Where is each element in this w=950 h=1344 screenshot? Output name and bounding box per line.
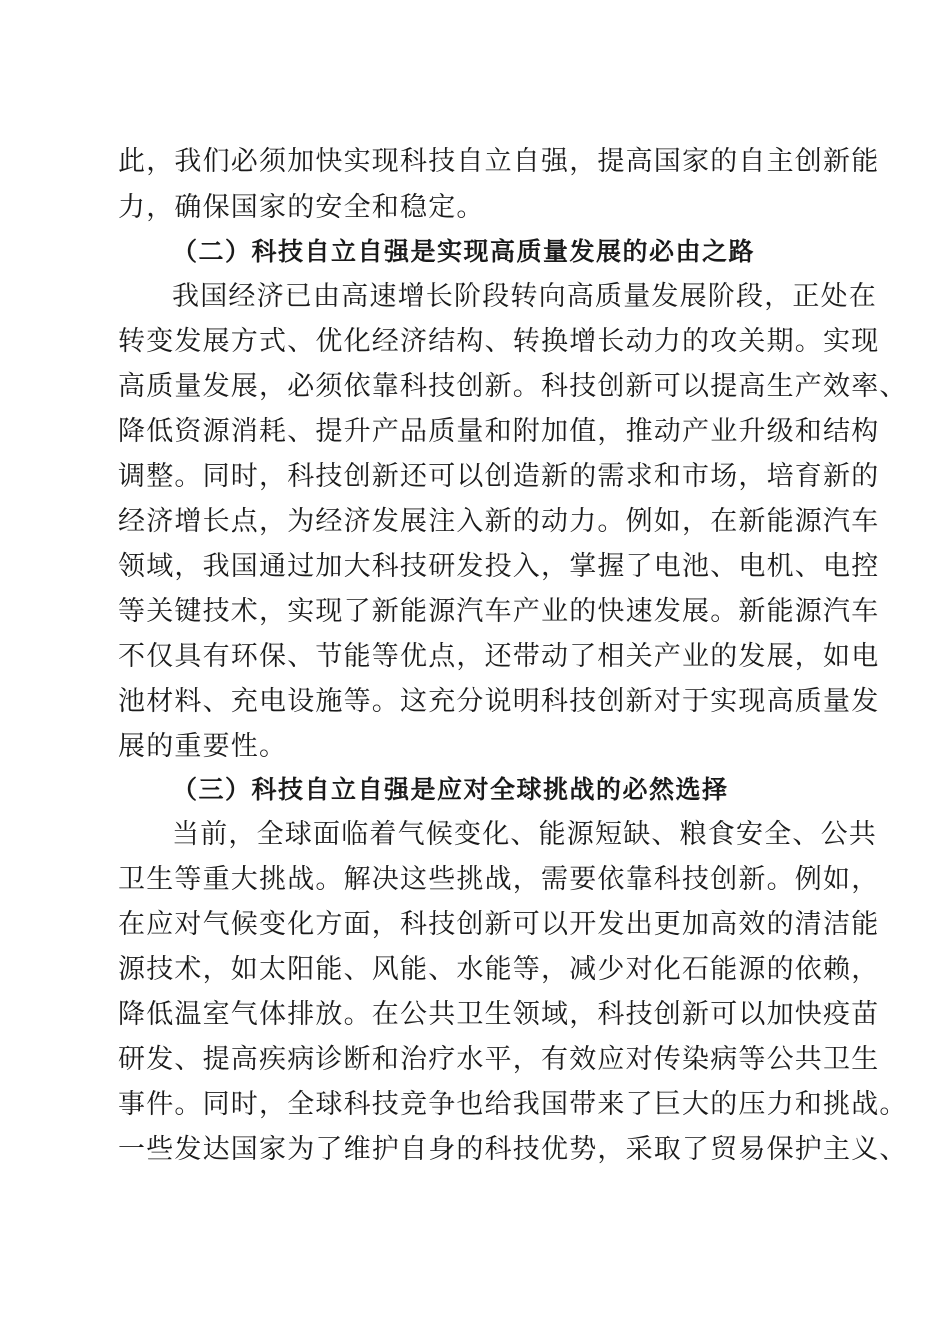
paragraph-line: 降低温室气体排放。在公共卫生领域，科技创新可以加快疫苗 [118,999,880,1030]
section-heading-2: （二）科技自立自强是实现高质量发展的必由之路 [172,237,756,266]
paragraph-line: 此，我们必须加快实现科技自立自强，提高国家的自主创新能 [118,146,880,177]
paragraph-line: 在应对气候变化方面，科技创新可以开发出更加高效的清洁能 [118,909,880,940]
paragraph-line: 研发、提高疾病诊断和治疗水平，有效应对传染病等公共卫生 [118,1044,880,1075]
paragraph-line: 领域，我国通过加大科技研发投入，掌握了电池、电机、电控 [118,551,880,582]
paragraph-line: 卫生等重大挑战。解决这些挑战，需要依靠科技创新。例如， [118,864,880,895]
paragraph-line: 展的重要性。 [118,731,288,762]
paragraph-line: 我国经济已由高速增长阶段转向高质量发展阶段，正处在 [172,281,877,312]
paragraph-line: 源技术，如太阳能、风能、水能等，减少对化石能源的依赖， [118,954,880,985]
paragraph-line: 经济增长点，为经济发展注入新的动力。例如，在新能源汽车 [118,506,880,537]
paragraph-line: 转变发展方式、优化经济结构、转换增长动力的攻关期。实现 [118,326,880,357]
paragraph-line: 事件。同时，全球科技竞争也给我国带来了巨大的压力和挑战。 [118,1089,908,1120]
paragraph-line: 降低资源消耗、提升产品质量和附加值，推动产业升级和结构 [118,416,880,447]
paragraph-line: 一些发达国家为了维护自身的科技优势，采取了贸易保护主义、 [118,1134,908,1165]
paragraph-line: 当前，全球面临着气候变化、能源短缺、粮食安全、公共 [172,819,877,850]
paragraph-line: 力，确保国家的安全和稳定。 [118,192,485,223]
paragraph-line: 高质量发展，必须依靠科技创新。科技创新可以提高生产效率、 [118,371,908,402]
paragraph-line: 不仅具有环保、节能等优点，还带动了相关产业的发展，如电 [118,641,880,672]
paragraph-line: 调整。同时，科技创新还可以创造新的需求和市场，培育新的 [118,461,880,492]
paragraph-line: 等关键技术，实现了新能源汽车产业的快速发展。新能源汽车 [118,596,880,627]
paragraph-line: 池材料、充电设施等。这充分说明科技创新对于实现高质量发 [118,686,880,717]
section-heading-3: （三）科技自立自强是应对全球挑战的必然选择 [172,775,729,804]
